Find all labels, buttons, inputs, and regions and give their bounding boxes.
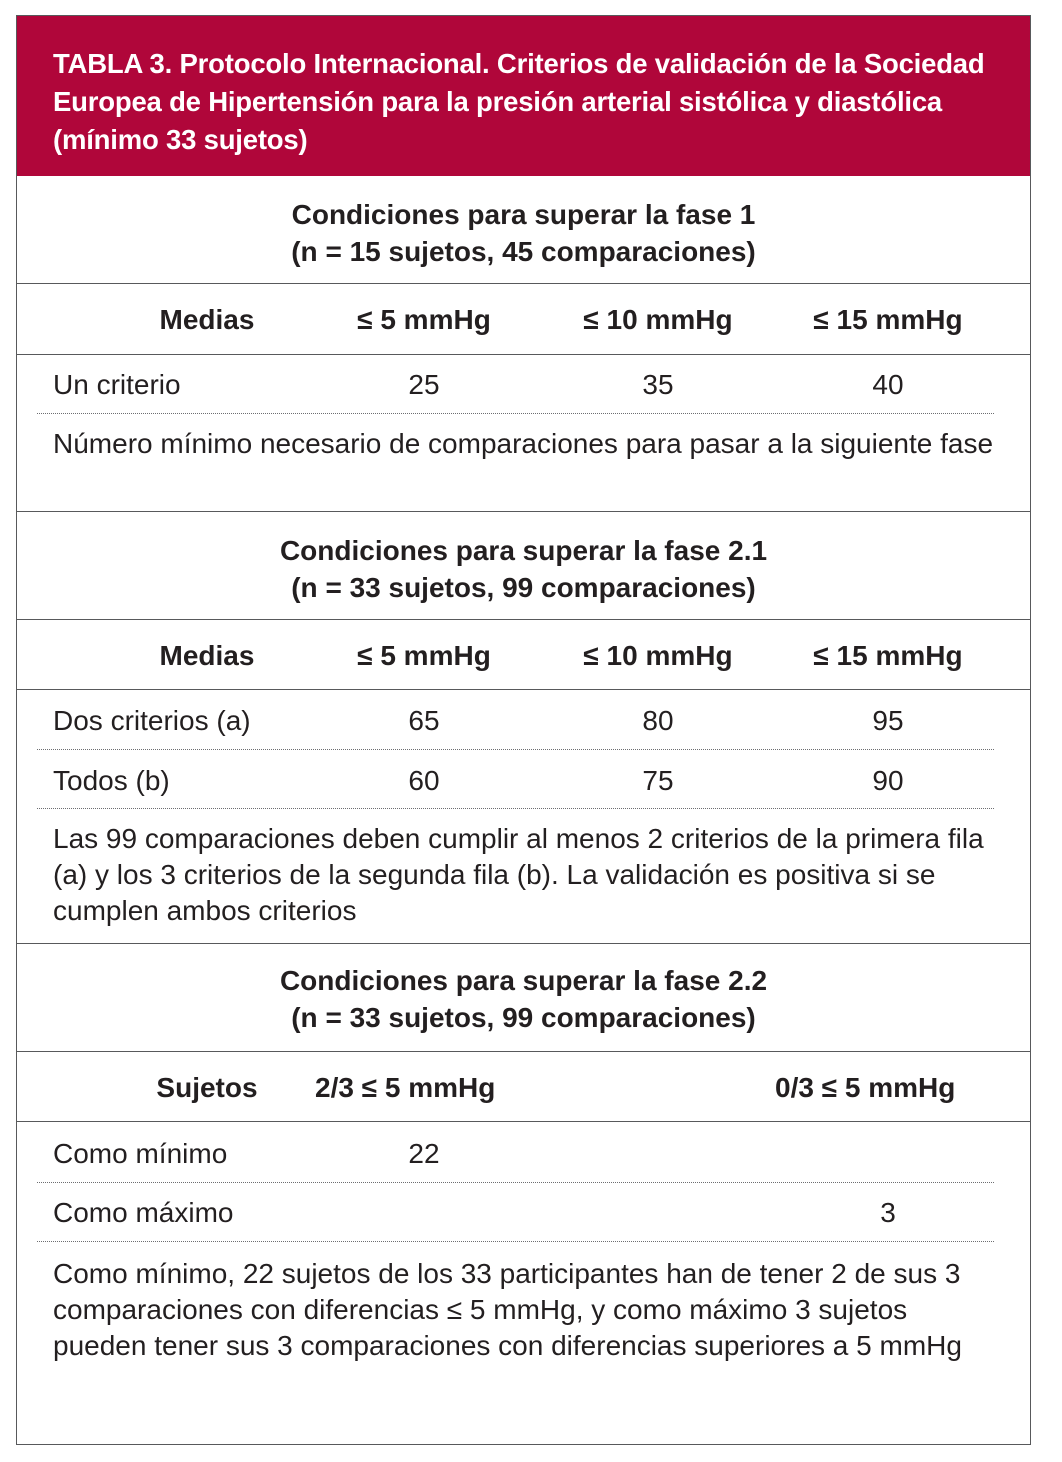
fase1-note: Número mínimo necesario de comparaciones para pasar a la siguiente fase	[53, 428, 994, 459]
fase21-note: Las 99 comparaciones deben cumplir al menos 2 criterios de la primera fila (a) y los 3 criterios de la segunda fila (b). La validación es positiva si se cumplen ambos criterios	[53, 823, 984, 926]
fase1-header-medias: Medias	[159, 304, 255, 335]
fase22-row-value: 22	[408, 1138, 440, 1169]
fase22-header-0-3: 0/3 ≤ 5 mmHg	[775, 1072, 956, 1103]
table-title: TABLA 3. Protocolo Internacional. Criterios de validación de la Sociedad Europea de Hipertensión para la presión arterial sistólica y diastólica (mínimo 33 sujetos)	[53, 48, 985, 155]
row-divider	[37, 808, 994, 809]
row-divider	[37, 749, 994, 750]
fase22-header-2-3: 2/3 ≤ 5 mmHg	[315, 1072, 496, 1103]
fase1-row-value: 35	[642, 369, 674, 400]
fase22-row-value: 3	[880, 1197, 896, 1228]
fase21-row-value: 65	[408, 705, 440, 736]
fase1-header-15: ≤ 15 mmHg	[813, 304, 963, 335]
fase22-header-sujetos: Sujetos	[156, 1072, 258, 1103]
fase1-header-10: ≤ 10 mmHg	[583, 304, 733, 335]
table-frame	[16, 15, 1031, 1445]
fase22-row-label: Como máximo	[53, 1197, 234, 1228]
divider	[17, 1051, 1030, 1052]
divider	[17, 283, 1030, 284]
divider	[17, 619, 1030, 620]
fase21-title-line1: Condiciones para superar la fase 2.1	[279, 535, 768, 566]
fase1-header-5: ≤ 5 mmHg	[357, 304, 491, 335]
fase1-row-value: 40	[872, 369, 904, 400]
table-header	[17, 16, 1030, 176]
fase1-row-value: 25	[408, 369, 440, 400]
fase21-row-value: 95	[872, 705, 904, 736]
fase21-header-15: ≤ 15 mmHg	[813, 640, 963, 671]
row-divider	[37, 413, 994, 414]
fase21-row-value: 80	[642, 705, 674, 736]
fase1-row-label: Un criterio	[53, 369, 181, 400]
row-divider	[37, 1241, 994, 1242]
divider	[17, 511, 1030, 512]
fase22-note: Como mínimo, 22 sujetos de los 33 participantes han de tener 2 de sus 3 comparaciones con diferencias ≤ 5 mmHg, y como máximo 3 sujetos pueden tener sus 3 comparaciones con diferencias superiores a 5 mmHg	[53, 1258, 962, 1361]
fase21-header-5: ≤ 5 mmHg	[357, 640, 491, 671]
fase1-title-line1: Condiciones para superar la fase 1	[291, 199, 756, 230]
fase21-row-value: 60	[408, 765, 440, 796]
fase22-title-line2: (n = 33 sujetos, 99 comparaciones)	[291, 1002, 756, 1033]
fase21-header-10: ≤ 10 mmHg	[583, 640, 733, 671]
fase21-row-value: 75	[642, 765, 674, 796]
divider	[17, 943, 1030, 944]
divider	[17, 1121, 1030, 1122]
fase1-title	[17, 196, 1030, 270]
fase21-title-line2: (n = 33 sujetos, 99 comparaciones)	[291, 572, 756, 603]
fase21-row-value: 90	[872, 765, 904, 796]
fase21-row-label: Dos criterios (a)	[53, 705, 251, 736]
divider	[17, 354, 1030, 355]
fase21-header-medias: Medias	[159, 640, 255, 671]
row-divider	[37, 1182, 994, 1183]
fase1-title-line2: (n = 15 sujetos, 45 comparaciones)	[291, 236, 756, 267]
fase22-row-label: Como mínimo	[53, 1138, 228, 1169]
divider	[17, 689, 1030, 690]
fase21-title	[17, 532, 1030, 606]
fase22-title-line1: Condiciones para superar la fase 2.2	[279, 965, 768, 996]
fase21-row-label: Todos (b)	[53, 765, 170, 796]
fase22-title	[17, 962, 1030, 1036]
